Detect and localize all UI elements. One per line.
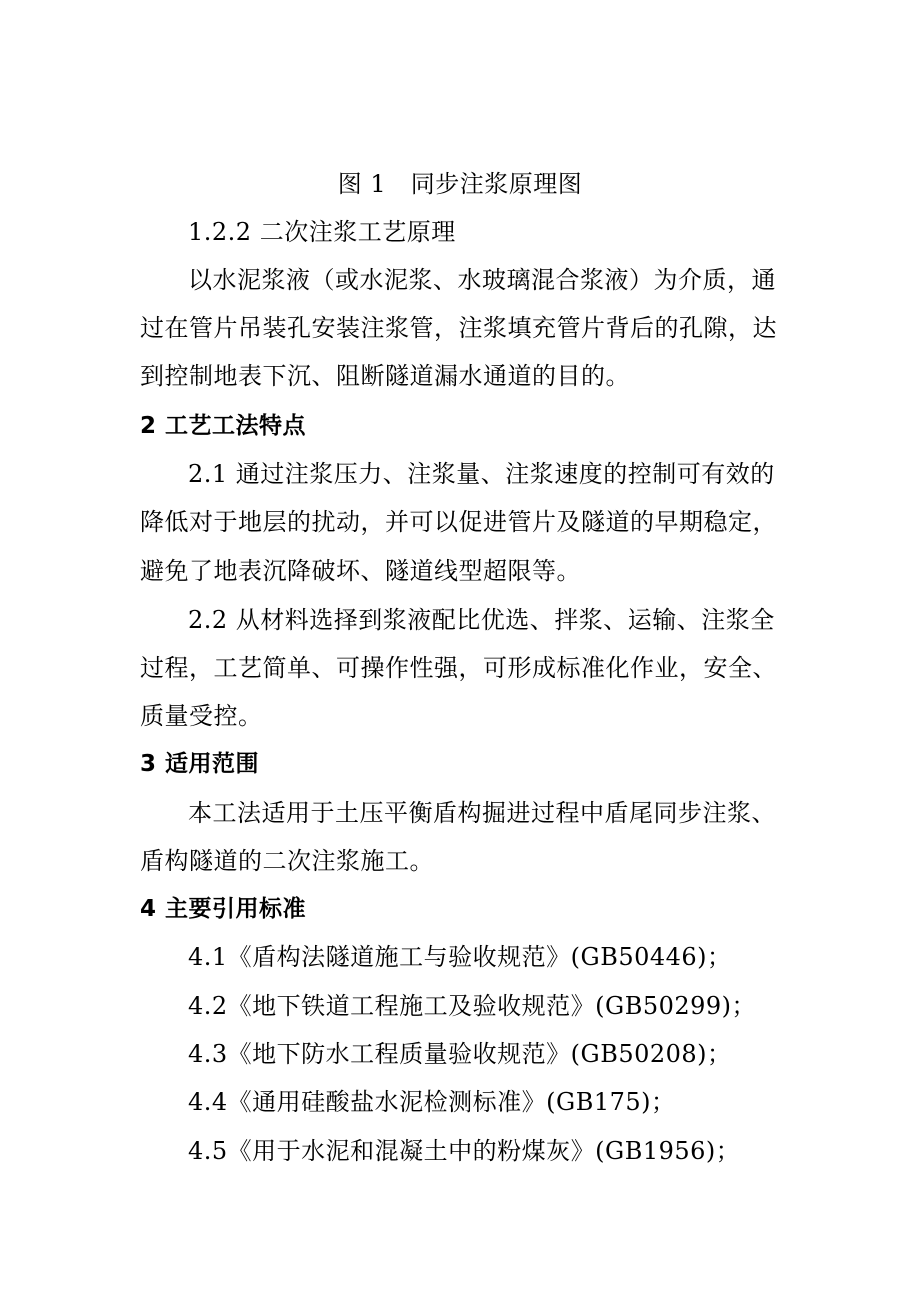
section-1-2-2-para-line-2: 过在管片吊装孔安装注浆管，注浆填充管片背后的孔隙，达 <box>140 314 777 342</box>
section-4-heading: 4 主要引用标准 <box>140 896 307 922</box>
reference-standard-4-5: 4.5《用于水泥和混凝土中的粉煤灰》(GB1956)； <box>188 1137 741 1165</box>
section-3-para-line-1: 本工法适用于土压平衡盾构掘进过程中盾尾同步注浆、 <box>188 799 776 827</box>
section-1-2-2-para-line-1: 以水泥浆液（或水泥浆、水玻璃混合浆液）为介质，通 <box>188 266 776 294</box>
figure-caption: 图 1 同步注浆原理图 <box>337 170 583 198</box>
item-2-2-line-1: 2.2 从材料选择到浆液配比优选、拌浆、运输、注浆全 <box>188 606 775 634</box>
reference-standard-4-2: 4.2《地下铁道工程施工及验收规范》(GB50299)； <box>188 992 757 1020</box>
reference-standard-4-3: 4.3《地下防水工程质量验收规范》(GB50208)； <box>188 1040 732 1068</box>
reference-standard-4-1: 4.1《盾构法隧道施工与验收规范》(GB50446)； <box>188 943 732 971</box>
item-2-1-line-2: 降低对于地层的扰动，并可以促进管片及隧道的早期稳定， <box>140 508 777 536</box>
section-1-2-2-title: 1.2.2 二次注浆工艺原理 <box>188 218 456 246</box>
reference-standard-4-4: 4.4《通用硅酸盐水泥检测标准》(GB175)； <box>188 1088 676 1116</box>
section-3-para-line-2: 盾构隧道的二次注浆施工。 <box>140 847 434 875</box>
item-2-1-line-1: 2.1 通过注浆压力、注浆量、注浆速度的控制可有效的 <box>188 460 775 488</box>
item-2-2-line-3: 质量受控。 <box>140 702 263 730</box>
item-2-2-line-2: 过程，工艺简单、可操作性强，可形成标准化作业，安全、 <box>140 654 777 682</box>
item-2-1-line-3: 避免了地表沉降破坏、隧道线型超限等。 <box>140 557 581 585</box>
section-3-heading: 3 适用范围 <box>140 751 260 777</box>
section-1-2-2-para-line-3: 到控制地表下沉、阻断隧道漏水通道的目的。 <box>140 362 630 390</box>
section-2-heading: 2 工艺工法特点 <box>140 413 307 439</box>
